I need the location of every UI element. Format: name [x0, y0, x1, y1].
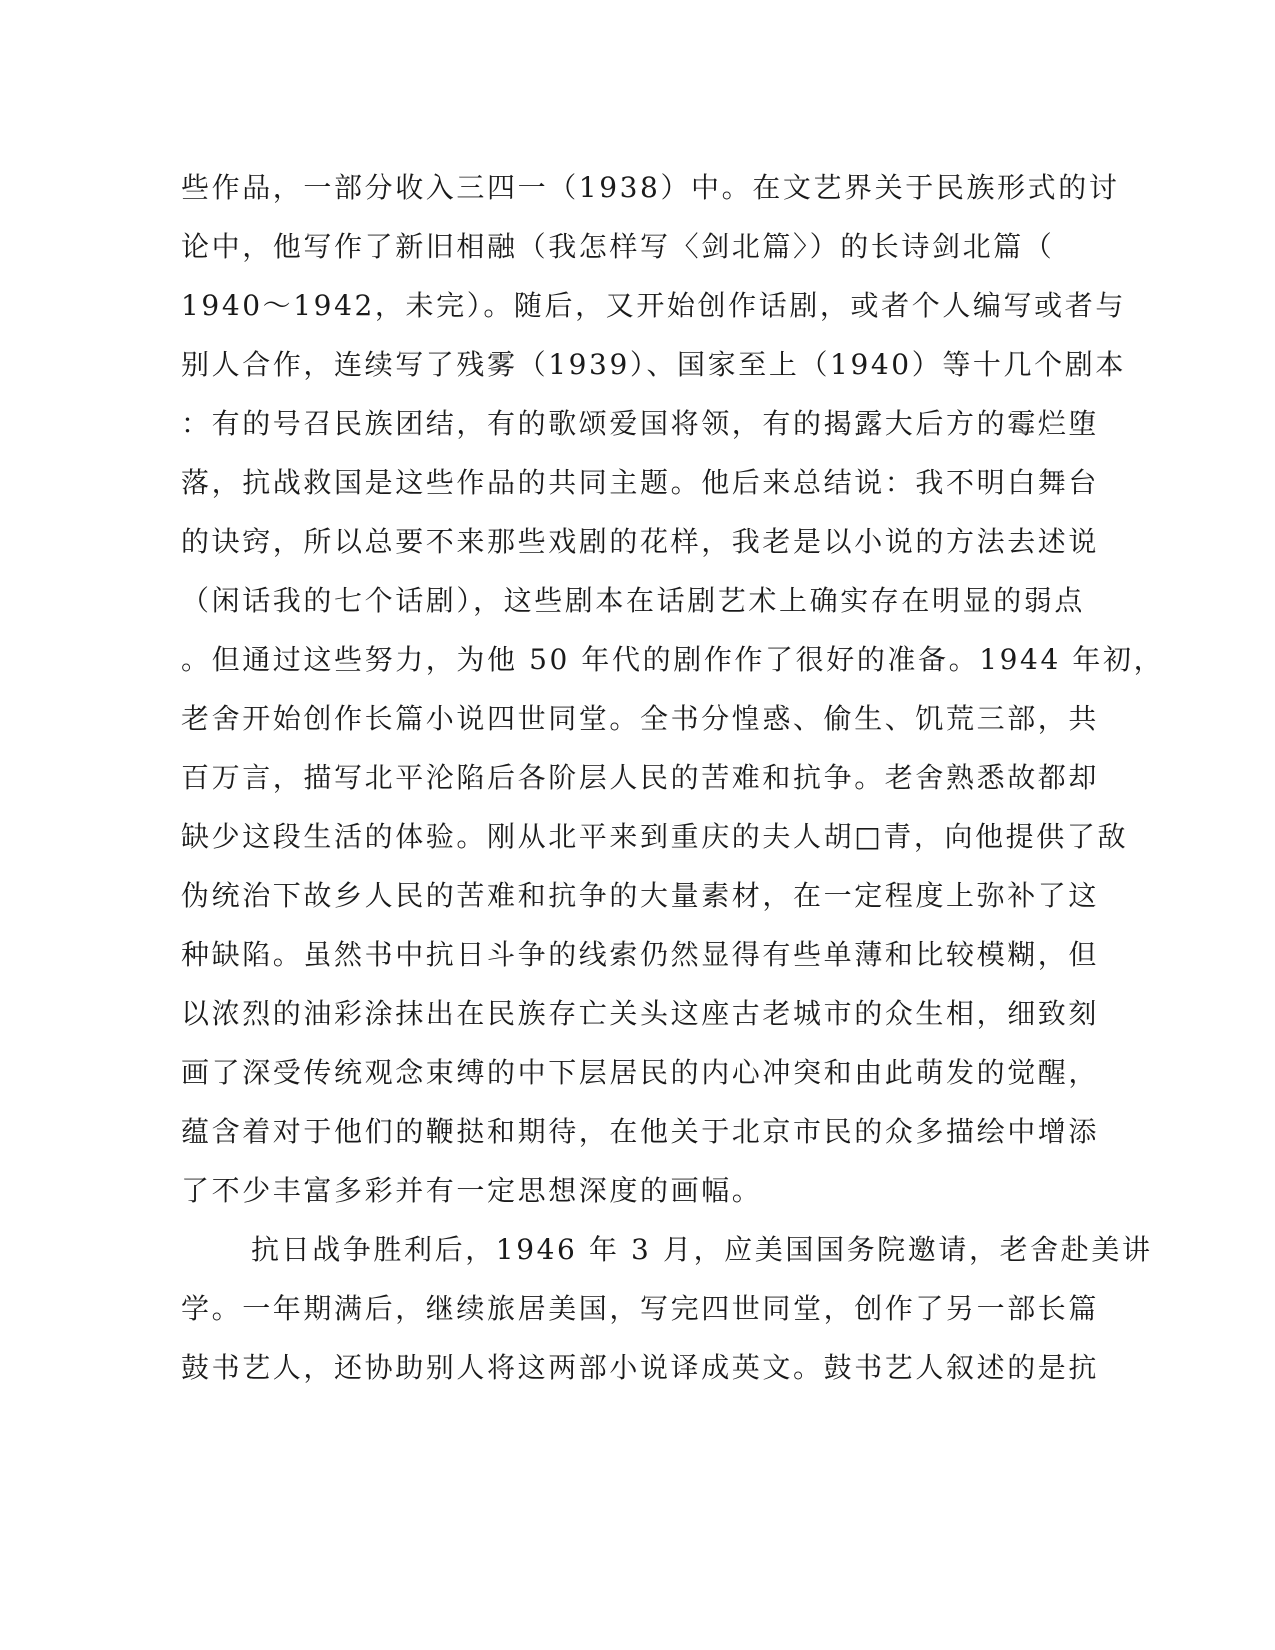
- paragraph-start-line: 抗日战争胜利后，1946 年 3 月，应美国国务院邀请，老舍赴美讲: [251, 1233, 1153, 1266]
- text-line: 落，抗战救国是这些作品的共同主题。他后来总结说：我不明白舞台: [181, 466, 1100, 499]
- body-text: [181, 158, 1165, 1397]
- text-line: 老舍开始创作长篇小说四世同堂。全书分惶惑、偷生、饥荒三部，共: [181, 702, 1100, 735]
- text-line: 伪统治下故乡人民的苦难和抗争的大量素材，在一定程度上弥补了这: [181, 879, 1100, 912]
- text-line: 种缺陷。虽然书中抗日斗争的线索仍然显得有些单薄和比较模糊，但: [181, 938, 1100, 971]
- text-line: 鼓书艺人，还协助别人将这两部小说译成英文。鼓书艺人叙述的是抗: [181, 1351, 1100, 1384]
- text-line: 以浓烈的油彩涂抹出在民族存亡关头这座古老城市的众生相，细致刻: [181, 997, 1100, 1030]
- text-line: 蕴含着对于他们的鞭挞和期待，在他关于北京市民的众多描绘中增添: [181, 1115, 1100, 1148]
- text-line: 学。一年期满后，继续旅居美国，写完四世同堂，创作了另一部长篇: [181, 1292, 1100, 1325]
- text-line: 缺少这段生活的体验。刚从北平来到重庆的夫人胡□青，向他提供了敌: [181, 820, 1129, 853]
- text-line: 别人合作，连续写了残雾（1939）、国家至上（1940）等十几个剧本: [181, 348, 1126, 381]
- text-line: 了不少丰富多彩并有一定思想深度的画幅。: [181, 1174, 763, 1207]
- text-line: （闲话我的七个话剧），这些剧本在话剧艺术上确实存在明显的弱点: [181, 584, 1086, 617]
- text-line: 的诀窍，所以总要不来那些戏剧的花样，我老是以小说的方法去述说: [181, 525, 1100, 558]
- text-line: 些作品，一部分收入三四一（1938）中。在文艺界关于民族形式的讨: [181, 171, 1120, 204]
- text-line: 画了深受传统观念束缚的中下层居民的内心冲突和由此萌发的觉醒，: [181, 1056, 1100, 1089]
- text-line: 论中，他写作了新旧相融（我怎样写〈剑北篇〉）的长诗剑北篇（: [181, 230, 1055, 263]
- text-line: 1940～1942，未完）。随后，又开始创作话剧，或者个人编写或者与: [181, 289, 1126, 322]
- text-line: 。但通过这些努力，为他 50 年代的剧作作了很好的准备。1944 年初，: [181, 643, 1165, 676]
- text-line: 百万言，描写北平沦陷后各阶层人民的苦难和抗争。老舍熟悉故都却: [181, 761, 1100, 794]
- text-line: ：有的号召民族团结，有的歌颂爱国将领，有的揭露大后方的霉烂堕: [181, 407, 1100, 440]
